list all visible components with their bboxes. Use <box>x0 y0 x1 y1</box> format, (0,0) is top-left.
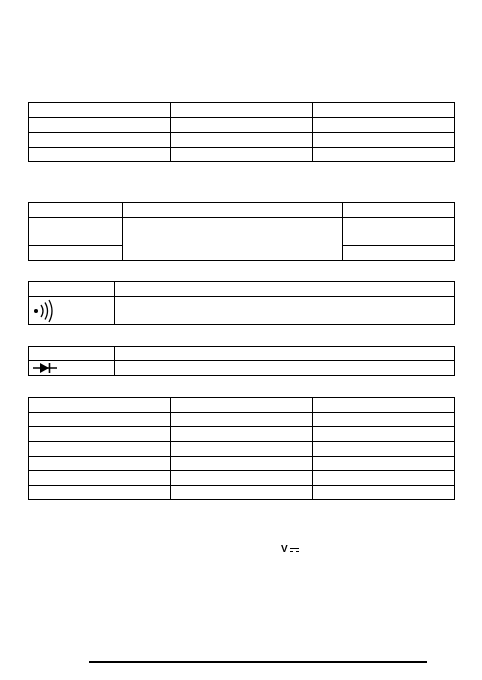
table-cell <box>29 203 123 218</box>
table-cell <box>313 118 455 133</box>
table-cell <box>29 486 171 500</box>
table-cell <box>313 457 455 471</box>
table-cell <box>115 361 455 376</box>
table-cell <box>29 427 171 442</box>
table-cell <box>313 442 455 457</box>
table-cell <box>29 118 171 133</box>
table-cell <box>115 282 455 297</box>
table-cell <box>29 347 115 361</box>
vdc-letter: V <box>281 544 288 555</box>
table-cell <box>171 442 313 457</box>
table-cell <box>29 442 171 457</box>
table-cell <box>171 457 313 471</box>
table-cell <box>171 398 313 413</box>
table-cell <box>343 203 455 218</box>
table-cell <box>29 103 171 118</box>
diode-table <box>28 346 455 376</box>
table-cell <box>29 282 115 297</box>
table-cell <box>313 413 455 427</box>
table-cell <box>313 148 455 162</box>
table-cell-icon <box>29 361 115 376</box>
table-cell <box>313 133 455 148</box>
dc-symbol-icon <box>290 547 299 553</box>
table-cell <box>171 471 313 486</box>
table-cell <box>171 118 313 133</box>
table-cell-icon <box>29 297 115 325</box>
vdc-label <box>281 545 299 555</box>
table-cell <box>313 471 455 486</box>
spec-table-1 <box>28 102 455 162</box>
table-cell <box>29 457 171 471</box>
table-cell <box>29 246 123 261</box>
table-cell <box>313 103 455 118</box>
table-cell <box>313 427 455 442</box>
table-cell <box>343 246 455 261</box>
table-cell <box>29 133 171 148</box>
table-cell <box>171 133 313 148</box>
table-cell <box>171 486 313 500</box>
spec-table-2 <box>28 202 455 261</box>
table-cell <box>171 427 313 442</box>
table-cell <box>343 218 455 246</box>
table-cell <box>29 413 171 427</box>
table-cell <box>29 471 171 486</box>
spec-table-5 <box>28 397 455 500</box>
footer-rule <box>89 661 427 663</box>
table-cell <box>171 103 313 118</box>
table-cell <box>313 398 455 413</box>
diode-symbol-icon <box>32 362 58 374</box>
table-cell <box>29 398 171 413</box>
table-cell <box>171 413 313 427</box>
continuity-table <box>28 281 455 325</box>
table-cell <box>123 203 343 218</box>
table-cell <box>29 218 123 246</box>
table-cell <box>171 148 313 162</box>
table-cell <box>115 347 455 361</box>
table-cell-merged <box>123 218 343 261</box>
table-cell <box>115 297 455 325</box>
table-cell <box>29 148 171 162</box>
table-cell <box>313 486 455 500</box>
continuity-buzzer-icon <box>31 299 59 323</box>
